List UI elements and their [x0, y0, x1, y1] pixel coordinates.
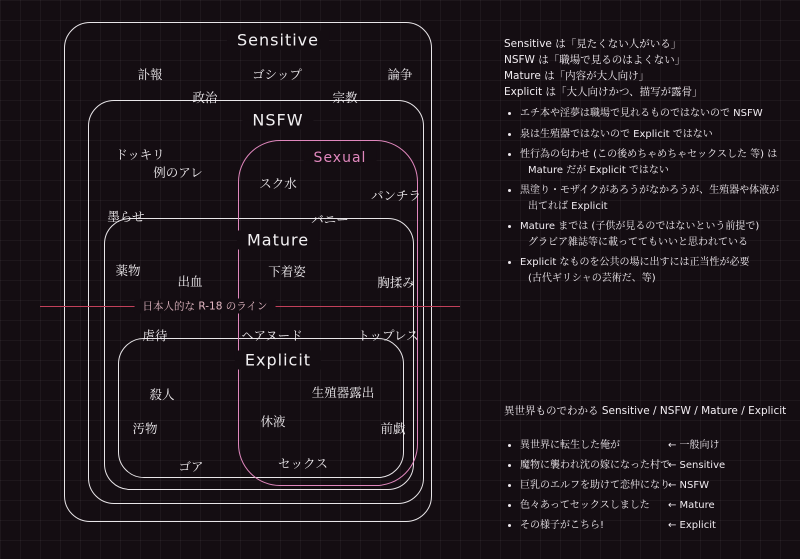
diagram-term: 下着姿	[268, 264, 306, 279]
diagram-term: ヘアヌード	[241, 328, 303, 343]
example-bullet-arrow-label: ← Sensitive	[668, 460, 726, 471]
example-bullet-text: その様子がこちら!	[520, 520, 605, 531]
rule-bullet	[520, 255, 800, 286]
rules-bullet-list	[504, 106, 800, 291]
example-section-title: 異世界ものでわかる Sensitive / NSFW / Mature / Explicit	[504, 405, 787, 417]
example-bullet	[520, 496, 800, 516]
diagram-term: 殺人	[149, 387, 175, 402]
example-bullet-text: 巨乳のエルフを助けて恋仲になり	[520, 480, 670, 491]
diagram-term: スク水	[259, 176, 297, 191]
rule-bullet-subtext: 出てれば Explicit	[528, 200, 608, 212]
diagram-term: 訃報	[137, 67, 163, 82]
rule-bullet-subtext: (古代ギリシャの芸術だ、等)	[528, 272, 656, 284]
example-bullet	[520, 516, 800, 536]
diagram-term: 出血	[177, 274, 203, 289]
diagram-term: ドッキリ	[115, 147, 165, 162]
rule-bullet-subtext: グラビア雑誌等に載っててもいいと思われている	[528, 236, 748, 248]
diagram-term: 前戯	[380, 421, 406, 436]
example-bullet-text: 魔物に襲われ沈の嫁になった村で	[520, 460, 670, 471]
diagram-term: 宗教	[332, 90, 358, 105]
rule-bullet	[520, 147, 800, 178]
definitions-list	[504, 36, 703, 100]
definition-line: Explicit は「大人向けかつ、描写が露骨」	[504, 86, 703, 98]
example-bullet-list	[504, 436, 800, 536]
definition-line: Mature は「内容が大人向け」	[504, 70, 650, 82]
diagram-term: 胸揉み	[377, 275, 415, 290]
box-label-sensitive: Sensitive	[227, 31, 329, 50]
example-bullet	[520, 476, 800, 496]
box-label-explicit: Explicit	[235, 351, 321, 370]
diagram-term: 墨らせ	[107, 209, 145, 224]
example-bullet	[520, 436, 800, 456]
rule-bullet-text: エチ本や淫夢は職場で見れるものではないので NSFW	[520, 108, 763, 119]
rule-bullet	[520, 127, 800, 143]
diagram-term: トップレス	[357, 328, 419, 343]
diagram-term: 汚物	[132, 421, 158, 436]
rule-bullet-text: 性行為の匂わせ (この後めちゃめちゃセックスした 等) は	[520, 149, 778, 160]
rule-bullet-text: 泉は生殖器ではないので Explicit ではない	[520, 128, 713, 140]
rule-bullet	[520, 106, 800, 122]
rule-bullet-text: Mature までは (子供が見るのではないという前提で)	[520, 221, 760, 232]
box-label-mature: Mature	[237, 231, 319, 250]
diagram-term: パンチラ	[370, 188, 422, 203]
rule-bullet-subtext: Mature だが Explicit ではない	[528, 164, 669, 176]
box-label-sexual: Sexual	[304, 150, 377, 166]
rule-bullet	[520, 219, 800, 250]
diagram-term: 虐待	[142, 328, 168, 343]
rule-bullet-text: 黒塗り・モザイクがあろうがなかろうが、生殖器や体液が	[520, 185, 780, 196]
r18-line-label: 日本人的な R-18 のライン	[135, 299, 276, 314]
rule-bullet	[520, 183, 800, 214]
example-bullet-arrow-label: ← 一般向け	[668, 440, 720, 451]
diagram-term: セックス	[278, 456, 328, 471]
diagram-term: 論争	[387, 67, 413, 82]
diagram-term: ゴア	[178, 459, 204, 474]
diagram-term: 政治	[192, 90, 218, 105]
box-label-nsfw: NSFW	[242, 111, 313, 130]
definition-line: Sensitive は「見たくない人がいる」	[504, 38, 682, 50]
example-bullet-text: 異世界に転生した俺が	[520, 440, 620, 451]
example-bullet-arrow-label: ← NSFW	[668, 480, 710, 491]
diagram-term: バニー	[311, 212, 349, 227]
example-bullet	[520, 456, 800, 476]
diagram-term: 薬物	[115, 263, 141, 278]
example-bullet-text: 色々あってセックスしました	[520, 500, 650, 511]
diagram-term: 例のアレ	[153, 165, 203, 180]
diagram-term: 生殖器露出	[311, 385, 375, 400]
diagram-term: 休液	[260, 414, 286, 429]
rule-bullet-text: Explicit なものを公共の場に出すには正当性が必要	[520, 257, 750, 268]
definition-line: NSFW は「職場で見るのはよくない」	[504, 54, 686, 66]
example-bullet-arrow-label: ← Explicit	[668, 520, 716, 531]
example-bullet-arrow-label: ← Mature	[668, 500, 715, 511]
notes-panel	[500, 0, 800, 559]
diagram-term: ゴシップ	[252, 67, 302, 82]
